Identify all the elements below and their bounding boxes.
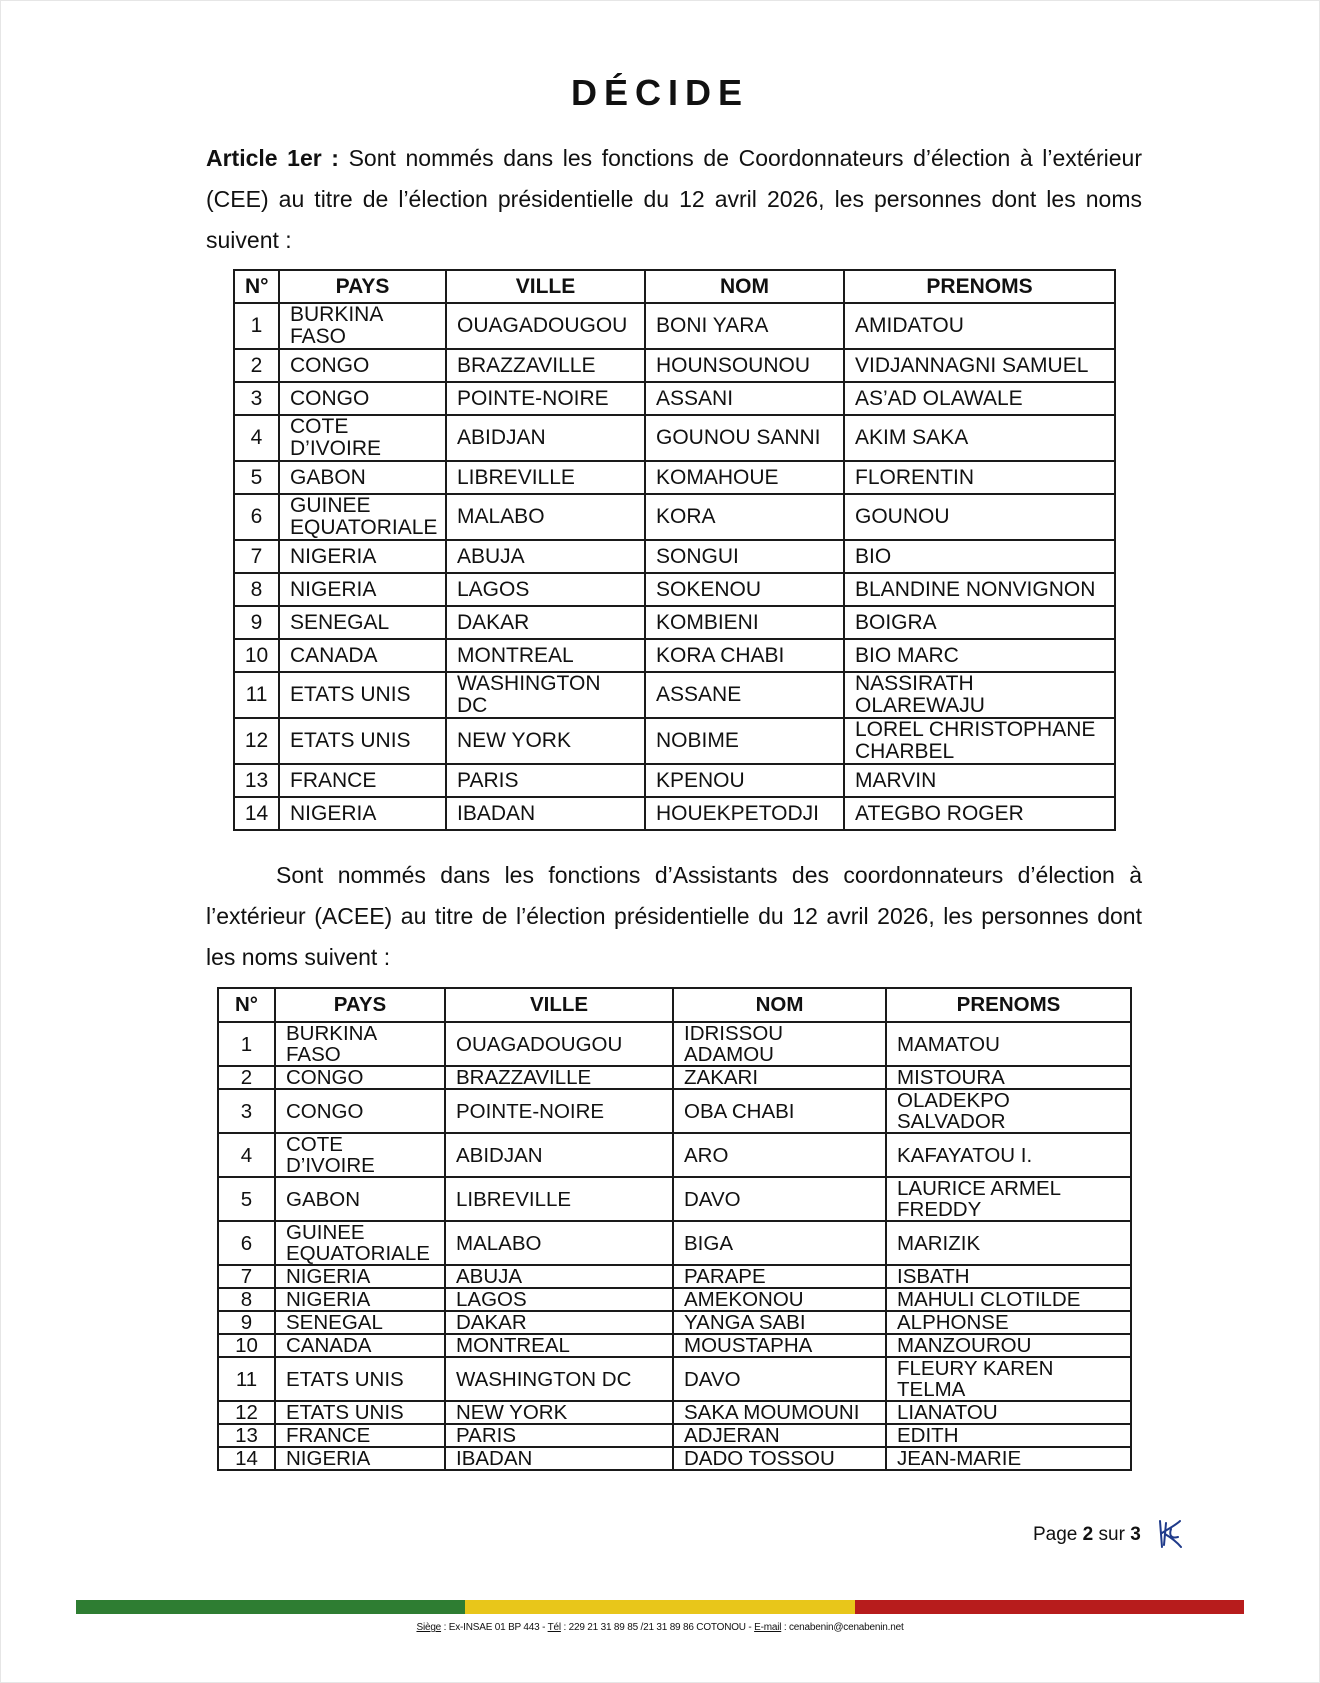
cell-ville: DAKAR — [446, 606, 645, 639]
cell-pays: ETATS UNIS — [279, 718, 446, 764]
cell-nom: DAVO — [673, 1177, 886, 1221]
cell-nom: HOUNSOUNOU — [645, 349, 844, 382]
cell-ville: ABIDJAN — [446, 415, 645, 461]
cell-num: 13 — [218, 1424, 275, 1447]
table-row — [234, 764, 1115, 797]
table-row — [234, 494, 1115, 540]
cell-nom: KPENOU — [645, 764, 844, 797]
cell-pays: SENEGAL — [279, 606, 446, 639]
cell-prenoms: BIO — [844, 540, 1115, 573]
cell-num: 9 — [218, 1311, 275, 1334]
footer-siege-label: Siège — [416, 1622, 442, 1633]
page-prefix: Page — [1033, 1524, 1083, 1545]
table-row — [234, 718, 1115, 764]
table-row — [234, 461, 1115, 494]
cell-prenoms: MAHULI CLOTILDE — [886, 1288, 1131, 1311]
cell-pays: SENEGAL — [275, 1311, 445, 1334]
footer-tel-label: Tél — [547, 1622, 561, 1633]
header-ville: VILLE — [446, 270, 645, 303]
footer-email-value: : cenabenin@cenabenin.net — [781, 1622, 904, 1633]
assistants-paragraph — [206, 855, 1142, 978]
article-1-paragraph — [206, 138, 1142, 261]
article-label: Article 1er : — [206, 145, 339, 171]
cell-nom: DAVO — [673, 1357, 886, 1401]
cell-nom: ZAKARI — [673, 1066, 886, 1089]
cell-pays: NIGERIA — [279, 797, 446, 830]
cell-pays: NIGERIA — [275, 1265, 445, 1288]
cell-num: 12 — [218, 1401, 275, 1424]
cell-num: 8 — [234, 573, 279, 606]
assistants-table — [217, 987, 1132, 1471]
cell-pays: NIGERIA — [279, 573, 446, 606]
cell-prenoms: EDITH — [886, 1424, 1131, 1447]
cell-prenoms: VIDJANNAGNI SAMUEL — [844, 349, 1115, 382]
cell-ville: MALABO — [445, 1221, 673, 1265]
cell-ville: NEW YORK — [446, 718, 645, 764]
cell-nom: GOUNOU SANNI — [645, 415, 844, 461]
table-row — [218, 1334, 1131, 1357]
cell-num: 2 — [218, 1066, 275, 1089]
table-row — [234, 415, 1115, 461]
cell-nom: BIGA — [673, 1221, 886, 1265]
cell-num: 14 — [234, 797, 279, 830]
cell-num: 2 — [234, 349, 279, 382]
cell-pays: CONGO — [279, 349, 446, 382]
flag-yellow-stripe — [465, 1600, 854, 1614]
cell-pays: CANADA — [279, 639, 446, 672]
footer-siege-value: : Ex-INSAE 01 BP 443 - — [441, 1622, 548, 1633]
cell-nom: AMEKONOU — [673, 1288, 886, 1311]
footer-address — [0, 1622, 1320, 1633]
cell-ville: LAGOS — [445, 1288, 673, 1311]
cell-nom: KOMAHOUE — [645, 461, 844, 494]
cell-prenoms: ALPHONSE — [886, 1311, 1131, 1334]
cell-num: 5 — [218, 1177, 275, 1221]
cell-num: 11 — [218, 1357, 275, 1401]
cell-num: 7 — [234, 540, 279, 573]
table-row — [234, 672, 1115, 718]
header-num: N° — [234, 270, 279, 303]
cell-prenoms: BIO MARC — [844, 639, 1115, 672]
cell-prenoms: LIANATOU — [886, 1401, 1131, 1424]
table-header-row — [234, 270, 1115, 303]
table-row — [218, 1265, 1131, 1288]
table-row — [218, 1311, 1131, 1334]
cell-ville: MONTREAL — [446, 639, 645, 672]
page-current: 2 — [1082, 1524, 1094, 1545]
cell-pays: GABON — [275, 1177, 445, 1221]
cell-num: 1 — [234, 303, 279, 349]
cell-num: 4 — [234, 415, 279, 461]
cell-prenoms: MARIZIK — [886, 1221, 1131, 1265]
cell-nom: DADO TOSSOU — [673, 1447, 886, 1470]
cell-pays: NIGERIA — [275, 1288, 445, 1311]
table-row — [218, 1089, 1131, 1133]
cell-prenoms: MANZOUROU — [886, 1334, 1131, 1357]
table-row — [234, 349, 1115, 382]
cell-pays: GABON — [279, 461, 446, 494]
cell-prenoms: LOREL CHRISTOPHANE CHARBEL — [844, 718, 1115, 764]
cell-prenoms: FLEURY KAREN TELMA — [886, 1357, 1131, 1401]
cell-ville: ABIDJAN — [445, 1133, 673, 1177]
cell-ville: WASHINGTON DC — [446, 672, 645, 718]
cell-ville: MONTREAL — [445, 1334, 673, 1357]
header-prenoms: PRENOMS — [886, 988, 1131, 1022]
coordinators-table — [233, 269, 1116, 831]
cell-ville: OUAGADOUGOU — [446, 303, 645, 349]
cell-pays: CANADA — [275, 1334, 445, 1357]
header-nom: NOM — [645, 270, 844, 303]
cell-prenoms: MARVIN — [844, 764, 1115, 797]
table-header-row — [218, 988, 1131, 1022]
flag-green-stripe — [76, 1600, 465, 1614]
table-row — [234, 573, 1115, 606]
header-num: N° — [218, 988, 275, 1022]
cell-num: 4 — [218, 1133, 275, 1177]
cell-prenoms: AMIDATOU — [844, 303, 1115, 349]
table-row — [234, 540, 1115, 573]
cell-ville: OUAGADOUGOU — [445, 1022, 673, 1066]
cell-prenoms: BOIGRA — [844, 606, 1115, 639]
page-middle: sur — [1093, 1524, 1131, 1545]
table-row — [234, 639, 1115, 672]
table-row — [218, 1357, 1131, 1401]
table-row — [218, 1447, 1131, 1470]
flag-red-stripe — [855, 1600, 1244, 1614]
cell-pays: CONGO — [275, 1066, 445, 1089]
cell-nom: IDRISSOU ADAMOU — [673, 1022, 886, 1066]
cell-prenoms: MAMATOU — [886, 1022, 1131, 1066]
cell-prenoms: OLADEKPO SALVADOR — [886, 1089, 1131, 1133]
cell-num: 11 — [234, 672, 279, 718]
cell-nom: SOKENOU — [645, 573, 844, 606]
cell-ville: PARIS — [446, 764, 645, 797]
table-row — [234, 303, 1115, 349]
cell-pays: CONGO — [275, 1089, 445, 1133]
cell-ville: IBADAN — [445, 1447, 673, 1470]
table-row — [218, 1401, 1131, 1424]
header-ville: VILLE — [445, 988, 673, 1022]
table-row — [218, 1424, 1131, 1447]
cell-nom: KORA — [645, 494, 844, 540]
cell-prenoms: JEAN-MARIE — [886, 1447, 1131, 1470]
handwritten-initials-icon — [1156, 1517, 1182, 1551]
cell-nom: PARAPE — [673, 1265, 886, 1288]
cell-ville: POINTE-NOIRE — [446, 382, 645, 415]
cell-num: 5 — [234, 461, 279, 494]
coordinators-table-body — [234, 303, 1115, 830]
cell-num: 3 — [218, 1089, 275, 1133]
cell-prenoms: AS’AD OLAWALE — [844, 382, 1115, 415]
table-row — [218, 1177, 1131, 1221]
cell-ville: NEW YORK — [445, 1401, 673, 1424]
article-text: Sont nommés dans les fonctions de Coordonnateurs d’élection à l’extérieur (CEE) au titre de l’élection présidentielle du 12 avril 2026, les personnes dont les noms suivent : — [206, 145, 1142, 253]
cell-prenoms: LAURICE ARMEL FREDDY — [886, 1177, 1131, 1221]
table-row — [218, 1066, 1131, 1089]
cell-prenoms: FLORENTIN — [844, 461, 1115, 494]
cell-num: 6 — [234, 494, 279, 540]
cell-ville: BRAZZAVILLE — [445, 1066, 673, 1089]
cell-ville: POINTE-NOIRE — [445, 1089, 673, 1133]
cell-ville: BRAZZAVILLE — [446, 349, 645, 382]
cell-pays: NIGERIA — [279, 540, 446, 573]
assistants-table-body — [218, 1022, 1131, 1470]
cell-ville: LIBREVILLE — [445, 1177, 673, 1221]
cell-prenoms: BLANDINE NONVIGNON — [844, 573, 1115, 606]
cell-nom: YANGA SABI — [673, 1311, 886, 1334]
cell-nom: ADJERAN — [673, 1424, 886, 1447]
cell-pays: NIGERIA — [275, 1447, 445, 1470]
cell-prenoms: ATEGBO ROGER — [844, 797, 1115, 830]
cell-nom: KOMBIENI — [645, 606, 844, 639]
cell-nom: KORA CHABI — [645, 639, 844, 672]
cell-num: 12 — [234, 718, 279, 764]
cell-num: 13 — [234, 764, 279, 797]
cell-num: 1 — [218, 1022, 275, 1066]
cell-prenoms: GOUNOU — [844, 494, 1115, 540]
cell-num: 7 — [218, 1265, 275, 1288]
cell-ville: WASHINGTON DC — [445, 1357, 673, 1401]
document-heading: DÉCIDE — [570, 72, 750, 113]
cell-pays: COTE D’IVOIRE — [279, 415, 446, 461]
cell-nom: ASSANE — [645, 672, 844, 718]
cell-num: 9 — [234, 606, 279, 639]
header-prenoms: PRENOMS — [844, 270, 1115, 303]
cell-prenoms: NASSIRATH OLAREWAJU — [844, 672, 1115, 718]
cell-ville: LIBREVILLE — [446, 461, 645, 494]
cell-nom: ARO — [673, 1133, 886, 1177]
cell-nom: NOBIME — [645, 718, 844, 764]
page-number — [1033, 1524, 1141, 1546]
header-pays: PAYS — [279, 270, 446, 303]
cell-ville: IBADAN — [446, 797, 645, 830]
cell-nom: BONI YARA — [645, 303, 844, 349]
cell-pays: BURKINA FASO — [279, 303, 446, 349]
cell-num: 10 — [234, 639, 279, 672]
cell-pays: ETATS UNIS — [275, 1357, 445, 1401]
cell-nom: SONGUI — [645, 540, 844, 573]
cell-pays: CONGO — [279, 382, 446, 415]
cell-nom: MOUSTAPHA — [673, 1334, 886, 1357]
page-total: 3 — [1130, 1524, 1141, 1545]
cell-prenoms: MISTOURA — [886, 1066, 1131, 1089]
cell-ville: LAGOS — [446, 573, 645, 606]
cell-nom: SAKA MOUMOUNI — [673, 1401, 886, 1424]
cell-pays: ETATS UNIS — [279, 672, 446, 718]
cell-ville: DAKAR — [445, 1311, 673, 1334]
cell-pays: FRANCE — [275, 1424, 445, 1447]
cell-pays: FRANCE — [279, 764, 446, 797]
cell-nom: ASSANI — [645, 382, 844, 415]
cell-nom: HOUEKPETODJI — [645, 797, 844, 830]
header-nom: NOM — [673, 988, 886, 1022]
header-pays: PAYS — [275, 988, 445, 1022]
cell-pays: ETATS UNIS — [275, 1401, 445, 1424]
cell-ville: ABUJA — [445, 1265, 673, 1288]
cell-prenoms: AKIM SAKA — [844, 415, 1115, 461]
cell-nom: OBA CHABI — [673, 1089, 886, 1133]
footer-tel-value: : 229 21 31 89 85 /21 31 89 86 COTONOU - — [560, 1622, 755, 1633]
cell-num: 6 — [218, 1221, 275, 1265]
cell-prenoms: ISBATH — [886, 1265, 1131, 1288]
cell-ville: MALABO — [446, 494, 645, 540]
cell-pays: GUINEE EQUATORIALE — [279, 494, 446, 540]
assistants-text: Sont nommés dans les fonctions d’Assistants des coordonnateurs d’élection à l’extérieur (ACEE) au titre de l’élection présidentielle du 12 avril 2026, les personnes dont les noms suivent : — [206, 862, 1142, 970]
table-row — [218, 1221, 1131, 1265]
table-row — [218, 1288, 1131, 1311]
national-flag-band — [76, 1600, 1244, 1614]
cell-pays: GUINEE EQUATORIALE — [275, 1221, 445, 1265]
cell-ville: PARIS — [445, 1424, 673, 1447]
table-row — [234, 382, 1115, 415]
cell-prenoms: KAFAYATOU I. — [886, 1133, 1131, 1177]
cell-pays: BURKINA FASO — [275, 1022, 445, 1066]
cell-ville: ABUJA — [446, 540, 645, 573]
cell-num: 3 — [234, 382, 279, 415]
footer-email-label: E-mail — [754, 1622, 782, 1633]
table-row — [234, 606, 1115, 639]
table-row — [218, 1022, 1131, 1066]
cell-num: 10 — [218, 1334, 275, 1357]
table-row — [234, 797, 1115, 830]
cell-num: 14 — [218, 1447, 275, 1470]
cell-num: 8 — [218, 1288, 275, 1311]
table-row — [218, 1133, 1131, 1177]
cell-pays: COTE D’IVOIRE — [275, 1133, 445, 1177]
